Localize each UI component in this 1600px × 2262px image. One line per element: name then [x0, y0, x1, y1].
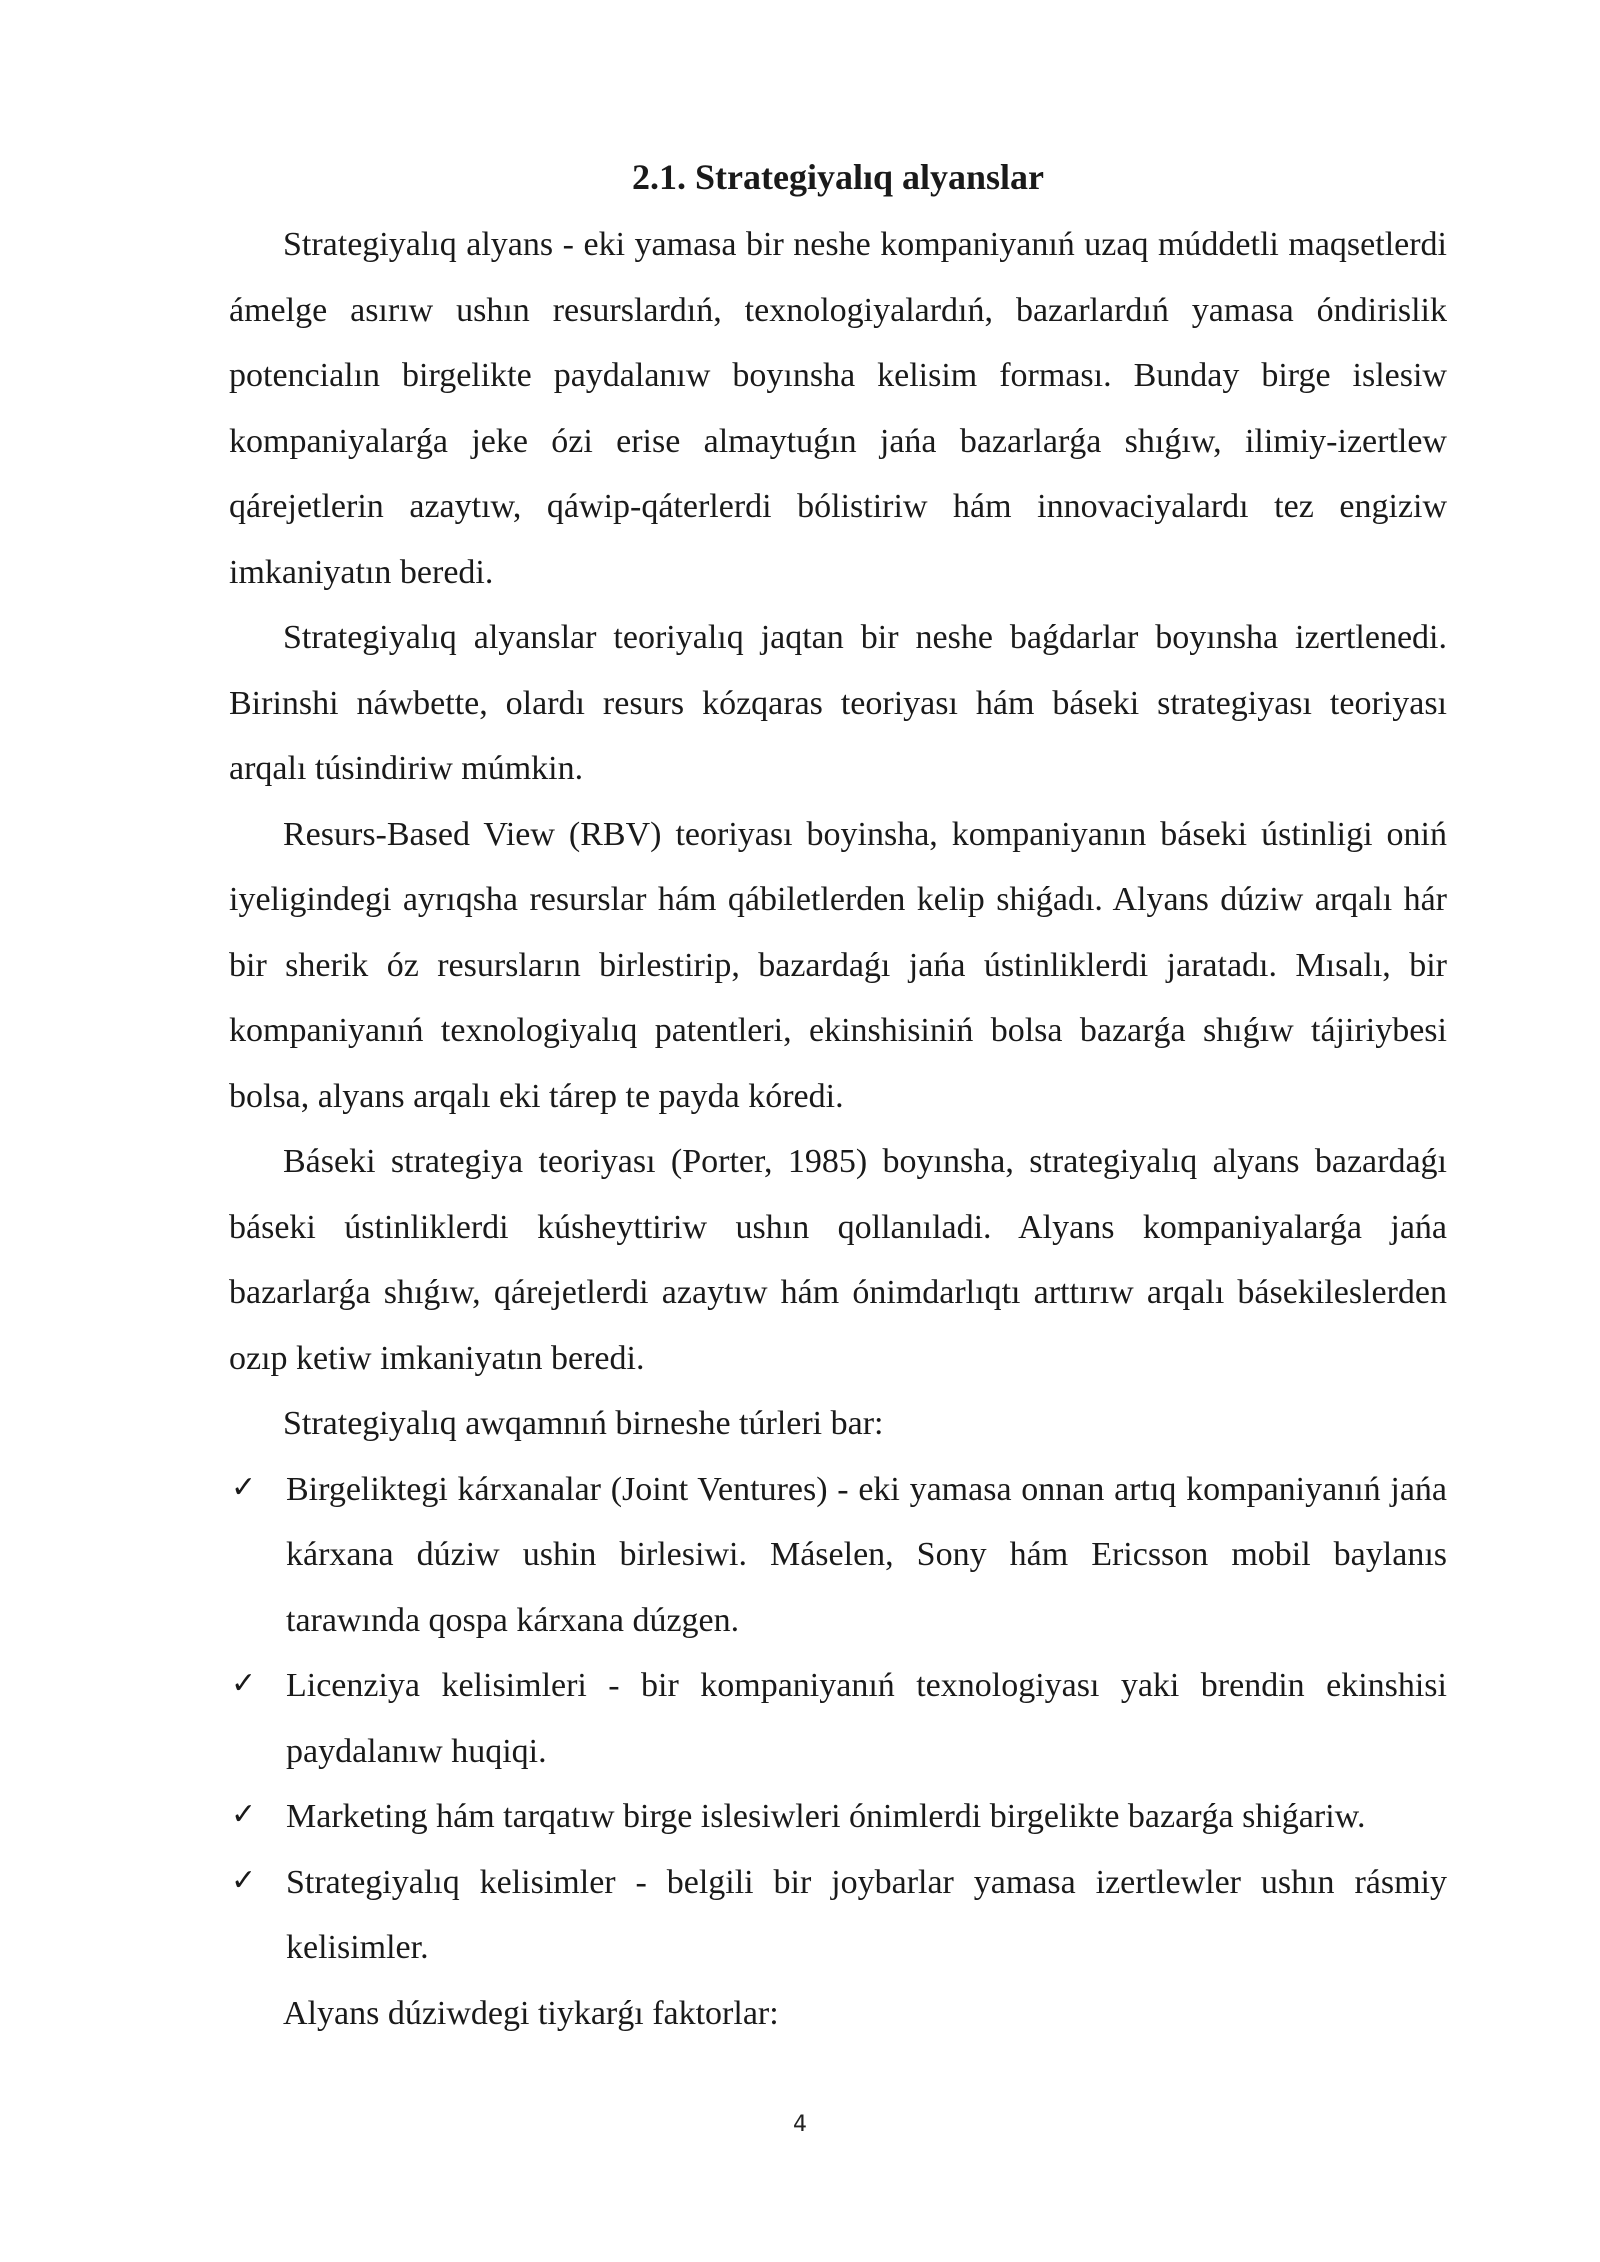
checkmark-icon: ✓: [231, 1797, 257, 1832]
paragraph: Strategiyalıq alyans - eki yamasa bir neshe kompaniyanıń uzaq múddetli maqsetlerdi ámelge asırıw ushın resurslardıń, texnologiyalardıń, bazarlardıń yamasa óndirislik potencialın birgelikte paydalanıw boyınsha kelisim forması. Bunday birge islesiw kompaniyalarǵa jeke ózi erise almaytuǵın jańa bazarlarǵa shıǵıw, ilimiy-izertlew qárejetlerin azaytıw, qáwip-qáterlerdi bólistiriw hám innovaciyalardı tez engiziw imkaniyatın beredi.: [229, 226, 1447, 591]
checkmark-icon: ✓: [231, 1666, 257, 1701]
paragraph: Alyans dúziwdegi tiykarǵı faktorlar:: [283, 1994, 779, 2032]
page-number: 4: [793, 2112, 807, 2137]
alliance-types-list: [229, 1457, 1447, 1981]
paragraph: Strategiyalıq awqamnıń birneshe túrleri bar:: [283, 1405, 884, 1442]
list-item: [229, 1457, 1447, 1654]
list-item-text: Strategiyalıq kelisimler - belgili bir joybarlar yamasa izertlewler ushın rásmiy kelisimler.: [286, 1863, 1447, 1966]
list-item-text: Marketing hám tarqatıw birge islesiwleri ónimlerdi birgelikte bazarǵa shiǵariw.: [286, 1798, 1366, 1835]
list-item-text: Birgeliktegi kárxanalar (Joint Ventures) - eki yamasa onnan artıq kompaniyanıń jańa kárxana dúziw ushin birlesiwi. Máselen, Sony hám Ericsson mobil baylanıs tarawında qospa kárxana dúzgen.: [286, 1470, 1447, 1639]
list-item-text: Licenziya kelisimleri - bir kompaniyanıń texnologiyası yaki brendin ekinshisi paydalanıw huqiqi.: [286, 1667, 1447, 1770]
paragraph: Resurs-Based View (RBV) teoriyası boyinsha, kompaniyanın báseki ústinligi oniń iyeligindegi ayrıqsha resurslar hám qábiletlerden kelip shiǵadı. Alyans dúziw arqalı hár bir sherik óz resursların birlestirip, bazardaǵı jańa ústinliklerdi jaratadı. Mısalı, bir kompaniyanıń texnologiyalıq patentleri, ekinshisiniń bolsa bazarǵa shıǵıw tájiriybesi bolsa, alyans arqalı eki tárep te payda kóredi.: [229, 815, 1447, 1115]
paragraph: Strategiyalıq alyanslar teoriyalıq jaqtan bir neshe baǵdarlar boyınsha izertlenedi. Birinshi náwbette, olardı resurs kózqaras teoriyası hám báseki strategiyası teoriyası arqalı túsindiriw múmkin.: [229, 619, 1447, 787]
list-item: [229, 1653, 1447, 1784]
section-heading: 2.1. Strategiyalıq alyanslar: [632, 157, 1044, 197]
checkmark-icon: ✓: [231, 1469, 257, 1505]
paragraph: Báseki strategiya teoriyası (Porter, 1985) boyınsha, strategiyalıq alyans bazardaǵı báseki ústinliklerdi kúsheyttiriw ushın qollanıladi. Alyans kompaniyalarǵa jańa bazarlarǵa shıǵıw, qárejetlerdi azaytıw hám ónimdarlıqtı arttırıw arqalı básekileslerden ozıp ketiw imkaniyatın beredi.: [229, 1143, 1447, 1377]
document-page: [229, 150, 1447, 2046]
checkmark-icon: ✓: [231, 1862, 257, 1898]
list-item: [229, 1850, 1447, 1981]
list-item: [229, 1784, 1447, 1850]
